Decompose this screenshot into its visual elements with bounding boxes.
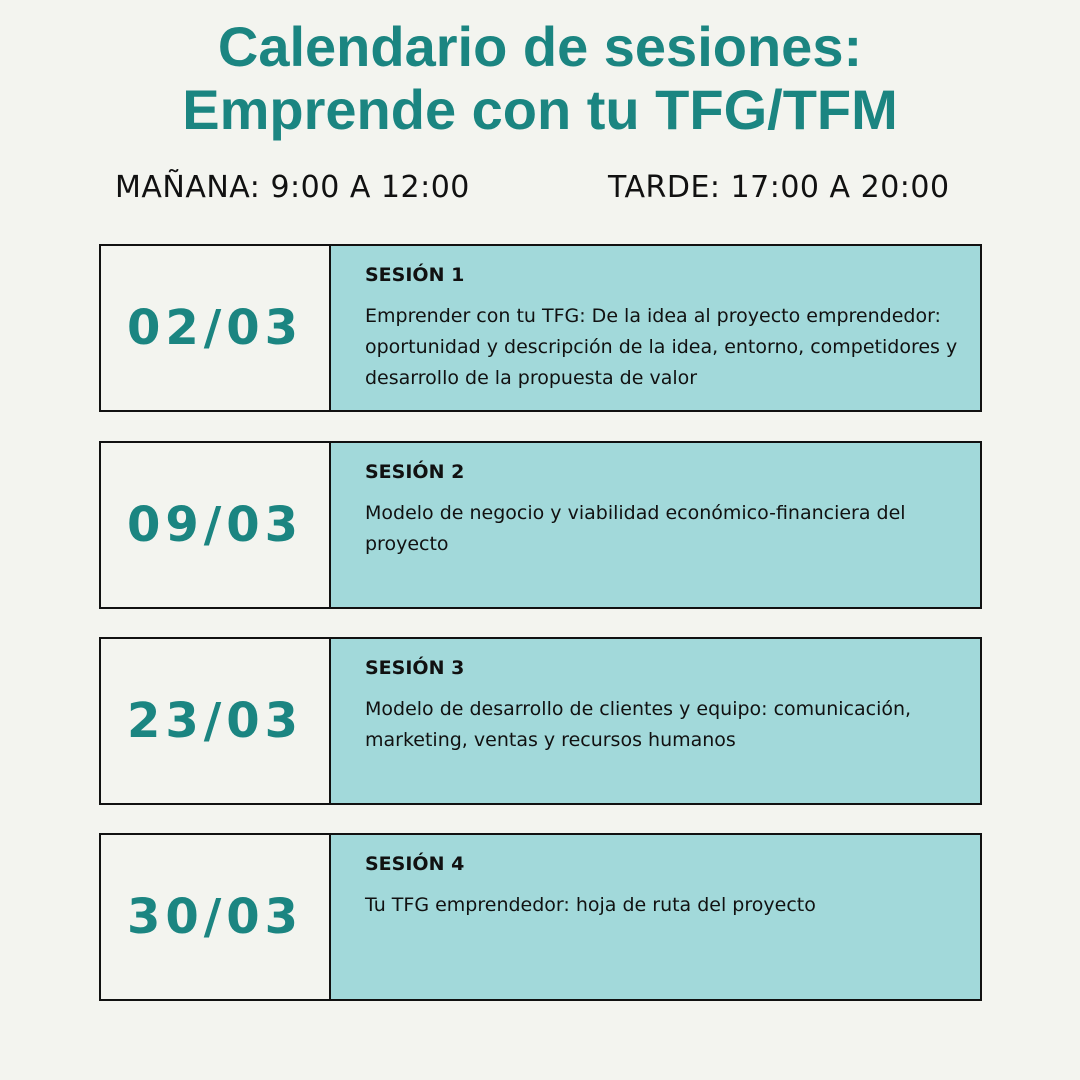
page-title-line-1: Calendario de sesiones: (217, 15, 863, 78)
afternoon-schedule: TARDE: 17:00 A 20:00 (608, 170, 950, 205)
session-label: SESIÓN 3 (365, 657, 465, 679)
session-row-4 (99, 833, 982, 1001)
session-label: SESIÓN 4 (365, 853, 465, 875)
session-date: 09/03 (101, 443, 331, 607)
session-label: SESIÓN 1 (365, 264, 465, 286)
session-row-1 (99, 244, 982, 412)
session-info (331, 835, 980, 999)
session-info (331, 246, 980, 410)
session-description: Emprender con tu TFG: De la idea al proyecto emprendedor: oportunidad y descripción de la idea, entorno, competidores y desarrollo de la propuesta de valor (365, 305, 958, 389)
session-info (331, 443, 980, 607)
session-date: 02/03 (101, 246, 331, 410)
session-description: Modelo de negocio y viabilidad económico-financiera del proyecto (365, 502, 906, 555)
session-description: Modelo de desarrollo de clientes y equipo: comunicación, marketing, ventas y recursos humanos (365, 698, 912, 751)
session-date: 30/03 (101, 835, 331, 999)
session-label: SESIÓN 2 (365, 461, 465, 483)
session-row-3 (99, 637, 982, 805)
page-title-line-2: Emprende con tu TFG/TFM (182, 78, 898, 141)
session-info (331, 639, 980, 803)
session-row-2 (99, 441, 982, 609)
session-date: 23/03 (101, 639, 331, 803)
morning-schedule: MAÑANA: 9:00 A 12:00 (115, 170, 470, 205)
session-description: Tu TFG emprendedor: hoja de ruta del proyecto (365, 894, 816, 916)
